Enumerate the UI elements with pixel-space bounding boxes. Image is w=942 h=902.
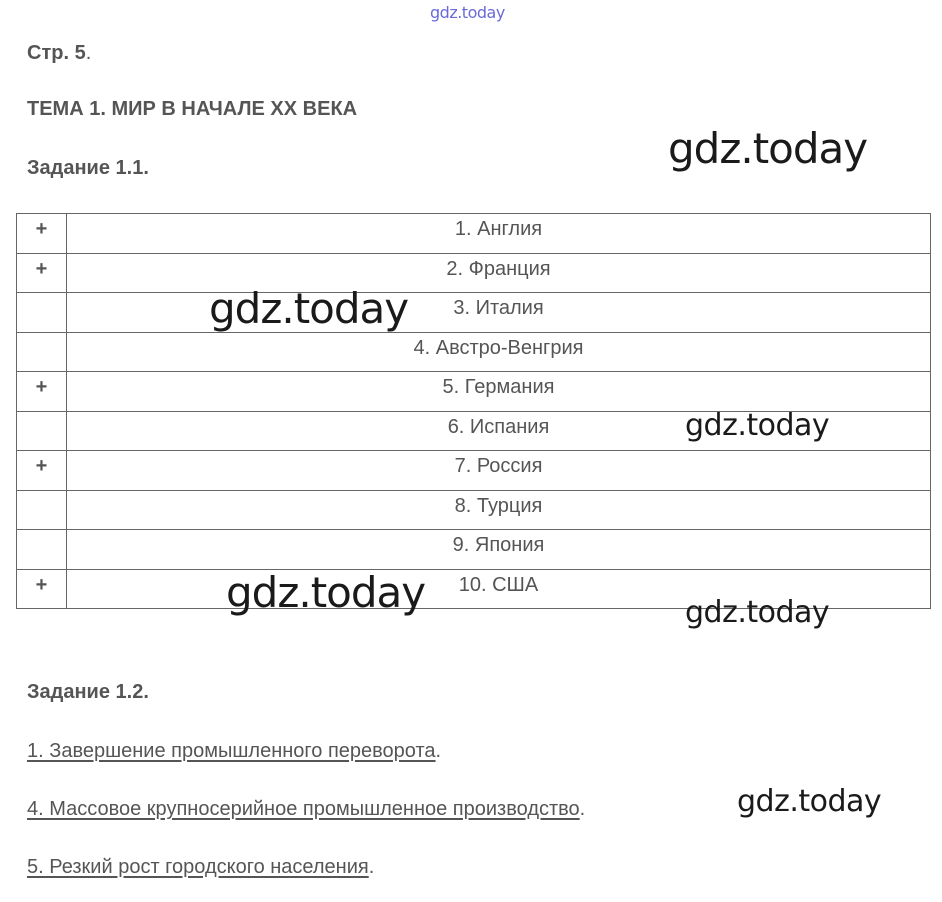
watermark-top: gdz.today [430, 3, 505, 22]
row-mark: + [17, 569, 67, 609]
answer-text: 1. Завершение промышленного переворота [27, 740, 436, 762]
answer-end: . [368, 856, 375, 878]
row-country: 6. Испания [67, 411, 931, 451]
row-mark [17, 490, 67, 530]
row-mark [17, 293, 67, 333]
answer-text: 5. Резкий рост городского населения [27, 856, 369, 878]
answer-item [27, 856, 374, 879]
watermark: gdz.today [685, 595, 830, 630]
watermark: gdz.today [685, 408, 830, 443]
row-country: 4. Австро-Венгрия [67, 332, 931, 372]
row-country: 9. Япония [67, 530, 931, 570]
row-mark: + [17, 451, 67, 491]
table-row [17, 293, 931, 333]
watermark: gdz.today [668, 124, 868, 173]
page-reference-dot: . [85, 42, 92, 64]
topic-heading: ТЕМА 1. МИР В НАЧАЛЕ XX ВЕКА [27, 98, 358, 120]
answer-item [27, 740, 441, 763]
row-country: 1. Англия [67, 214, 931, 254]
answer-text: 4. Массовое крупносерийное промышленное производство [27, 798, 580, 820]
table-row [17, 530, 931, 570]
row-country: 2. Франция [67, 253, 931, 293]
row-country: 3. Италия [67, 293, 931, 333]
row-mark [17, 332, 67, 372]
table-row [17, 372, 931, 412]
task-2-title: Задание 1.2. [27, 681, 149, 703]
row-country: 10. США [67, 569, 931, 609]
row-country: 8. Турция [67, 490, 931, 530]
table-row [17, 253, 931, 293]
row-mark [17, 411, 67, 451]
row-mark: + [17, 253, 67, 293]
page-reference-label: Стр. 5 [27, 42, 86, 64]
row-mark: + [17, 214, 67, 254]
table-row [17, 451, 931, 491]
row-mark [17, 530, 67, 570]
row-country: 7. Россия [67, 451, 931, 491]
table-row [17, 214, 931, 254]
answer-end: . [435, 740, 442, 762]
watermark: gdz.today [737, 784, 882, 819]
page-reference [27, 42, 91, 65]
watermark: gdz.today [209, 284, 409, 333]
table-row [17, 332, 931, 372]
watermark: gdz.today [226, 568, 426, 617]
row-mark: + [17, 372, 67, 412]
row-country: 5. Германия [67, 372, 931, 412]
task-1-title: Задание 1.1. [27, 157, 149, 179]
table-row [17, 490, 931, 530]
answer-item [27, 798, 585, 821]
answer-end: . [579, 798, 586, 820]
